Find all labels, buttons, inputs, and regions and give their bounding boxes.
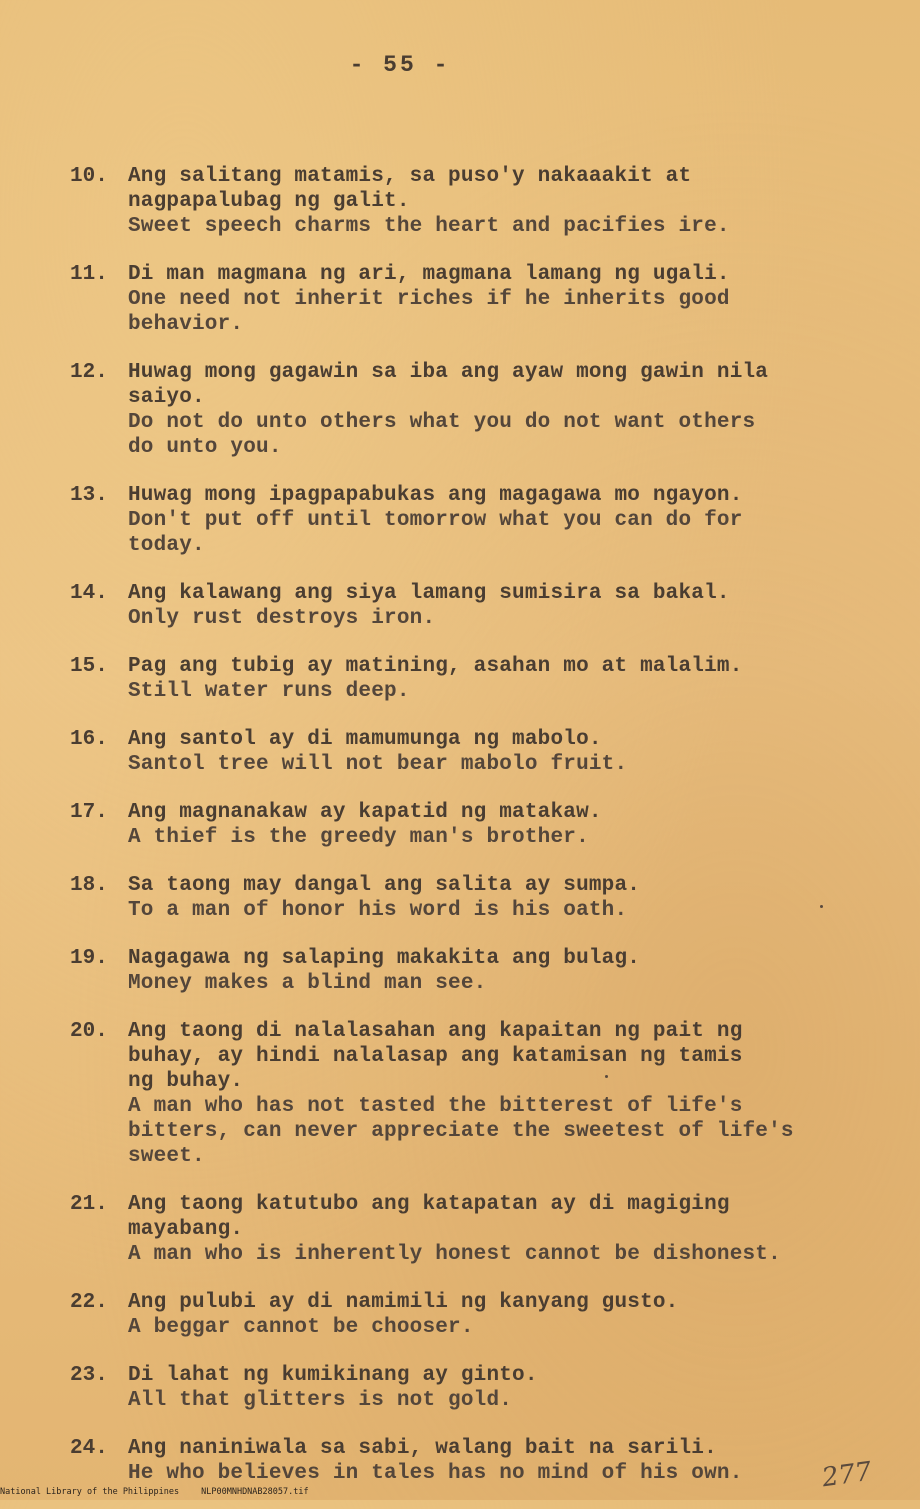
proverb-entry — [70, 1290, 900, 1340]
proverb-number: 22. — [70, 1291, 108, 1314]
english-translation-line: He who believes in tales has no mind of his own. — [128, 1462, 743, 1485]
proverb-text — [128, 262, 900, 337]
proverb-entry — [70, 262, 900, 337]
proverb-number: 21. — [70, 1193, 108, 1216]
proverb-text — [128, 164, 900, 239]
proverb-entry — [70, 1436, 900, 1486]
english-translation-line: A thief is the greedy man's brother. — [128, 826, 589, 849]
library-name: National Library of the Philippines — [0, 1487, 180, 1497]
english-translation-line: Money makes a blind man see. — [128, 972, 487, 995]
english-translation-line: Santol tree will not bear mabolo fruit. — [128, 753, 628, 776]
proverb-number: 14. — [70, 582, 108, 605]
english-translation-line: sweet. — [128, 1145, 205, 1168]
english-translation-line: today. — [128, 534, 205, 557]
tagalog-proverb-line: Ang taong di nalalasahan ang kapaitan ng pait ng — [128, 1020, 743, 1043]
file-name: NLP00MNHDNAB28057.tif — [201, 1487, 309, 1497]
tagalog-proverb-line: Huwag mong gagawin sa iba ang ayaw mong gawin nila — [128, 361, 769, 384]
tagalog-proverb-line: saiyo. — [128, 386, 205, 409]
tagalog-proverb-line: Di lahat ng kumikinang ay ginto. — [128, 1364, 538, 1387]
english-translation-line: bitters, can never appreciate the sweetest of life's — [128, 1120, 794, 1143]
proverb-text — [128, 800, 900, 850]
ink-speck — [820, 905, 823, 908]
proverb-entry — [70, 164, 900, 239]
tagalog-proverb-line: ng buhay. — [128, 1070, 244, 1093]
proverb-number: 17. — [70, 801, 108, 824]
tagalog-proverb-line: Ang pulubi ay di namimili ng kanyang gusto. — [128, 1291, 679, 1314]
proverb-text — [128, 946, 900, 996]
tagalog-proverb-line: Di man magmana ng ari, magmana lamang ng ugali. — [128, 263, 730, 286]
proverb-entry — [70, 581, 900, 631]
proverb-entry — [70, 946, 900, 996]
proverb-entry — [70, 654, 900, 704]
english-translation-line: A beggar cannot be chooser. — [128, 1316, 474, 1339]
english-translation-line: do unto you. — [128, 436, 282, 459]
tagalog-proverb-line: Huwag mong ipagpapabukas ang magagawa mo ngayon. — [128, 484, 743, 507]
tagalog-proverb-line: Pag ang tubig ay matining, asahan mo at malalim. — [128, 655, 743, 678]
proverb-entry — [70, 1192, 900, 1267]
tagalog-proverb-line: Ang taong katutubo ang katapatan ay di magiging — [128, 1193, 730, 1216]
tagalog-proverb-line: Sa taong may dangal ang salita ay sumpa. — [128, 874, 641, 897]
english-translation-line: Do not do unto others what you do not want others — [128, 411, 756, 434]
proverb-number: 16. — [70, 728, 108, 751]
proverb-entry — [70, 800, 900, 850]
proverb-text — [128, 1192, 900, 1267]
proverb-text — [128, 654, 900, 704]
footer-caption — [0, 1487, 309, 1497]
proverb-text — [128, 1290, 900, 1340]
tagalog-proverb-line: mayabang. — [128, 1218, 244, 1241]
proverb-text — [128, 727, 900, 777]
tagalog-proverb-line: Ang santol ay di mamumunga ng mabolo. — [128, 728, 602, 751]
tagalog-proverb-line: Ang naniniwala sa sabi, walang bait na sarili. — [128, 1437, 717, 1460]
tagalog-proverb-line: Ang magnanakaw ay kapatid ng matakaw. — [128, 801, 602, 824]
proverb-text — [128, 873, 900, 923]
proverb-number: 12. — [70, 361, 108, 384]
proverb-entry — [70, 483, 900, 558]
proverb-number: 13. — [70, 484, 108, 507]
proverb-entry — [70, 360, 900, 460]
english-translation-line: One need not inherit riches if he inherits good — [128, 288, 730, 311]
proverb-entry — [70, 873, 900, 923]
proverb-number: 15. — [70, 655, 108, 678]
proverb-text — [128, 1436, 900, 1486]
proverb-number: 23. — [70, 1364, 108, 1387]
english-translation-line: Don't put off until tomorrow what you can do for — [128, 509, 743, 532]
proverb-list — [70, 164, 900, 1509]
handwritten-folio-number: 277 — [820, 1456, 874, 1494]
proverb-text — [128, 483, 900, 558]
tagalog-proverb-line: Nagagawa ng salaping makakita ang bulag. — [128, 947, 641, 970]
english-translation-line: Still water runs deep. — [128, 680, 410, 703]
proverb-text — [128, 1363, 900, 1413]
proverb-text — [128, 1019, 900, 1169]
proverb-entry — [70, 727, 900, 777]
tagalog-proverb-line: Ang kalawang ang siya lamang sumisira sa bakal. — [128, 582, 730, 605]
english-translation-line: Only rust destroys iron. — [128, 607, 436, 630]
proverb-number: 24. — [70, 1437, 108, 1460]
english-translation-line: Sweet speech charms the heart and pacifies ire. — [128, 215, 730, 238]
proverb-number: 20. — [70, 1020, 108, 1043]
english-translation-line: A man who has not tasted the bitterest of life's — [128, 1095, 743, 1118]
english-translation-line: behavior. — [128, 313, 244, 336]
english-translation-line: All that glitters is not gold. — [128, 1389, 513, 1412]
english-translation-line: To a man of honor his word is his oath. — [128, 899, 628, 922]
english-translation-line: A man who is inherently honest cannot be dishonest. — [128, 1243, 781, 1266]
proverb-number: 11. — [70, 263, 108, 286]
tagalog-proverb-line: Ang salitang matamis, sa puso'y nakaaakit at — [128, 165, 692, 188]
page-number: - 55 - — [349, 52, 451, 78]
proverb-number: 19. — [70, 947, 108, 970]
proverb-entry — [70, 1363, 900, 1413]
proverb-text — [128, 581, 900, 631]
proverb-entry — [70, 1019, 900, 1169]
proverb-number: 10. — [70, 165, 108, 188]
proverb-number: 18. — [70, 874, 108, 897]
tagalog-proverb-line: nagpapalubag ng galit. — [128, 190, 410, 213]
proverb-text — [128, 360, 900, 460]
ink-speck — [605, 1075, 608, 1078]
tagalog-proverb-line: buhay, ay hindi nalalasap ang katamisan ng tamis — [128, 1045, 743, 1068]
